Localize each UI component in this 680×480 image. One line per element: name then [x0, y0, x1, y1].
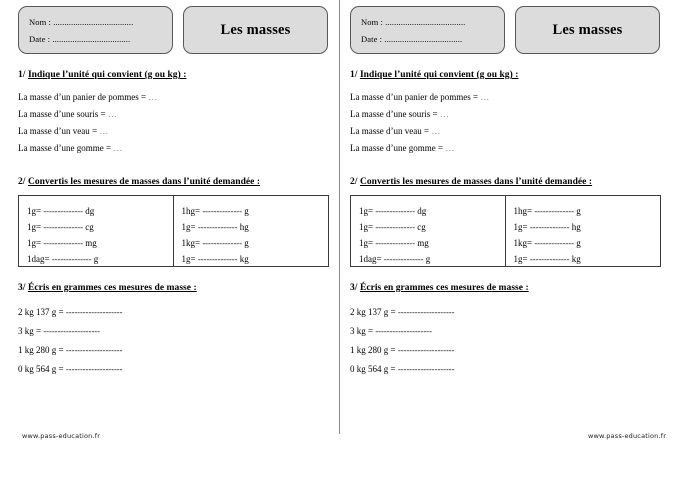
table-row: [182, 219, 329, 235]
conversion-blank[interactable]: --------------: [375, 206, 415, 216]
exercise-1-heading-left: [18, 70, 330, 80]
conversion-blank[interactable]: --------------: [197, 222, 238, 232]
question-text: La masse d’un veau =: [18, 126, 98, 136]
conversion-from: 1g=: [359, 238, 374, 248]
exercise-1-heading-right: [350, 70, 670, 80]
list-item: [18, 341, 330, 360]
table-row: [182, 251, 329, 267]
conversion-column-left: [19, 196, 174, 266]
exercise-3-number-right: 3/: [350, 283, 358, 293]
conversion-blank[interactable]: --------------: [202, 206, 242, 216]
measure-text: 2 kg 137 g =: [18, 307, 64, 317]
conversion-to: g: [93, 254, 99, 264]
conversion-to: kg: [571, 254, 581, 264]
conversion-blank[interactable]: --------------: [375, 222, 415, 232]
conversion-to: mg: [85, 238, 97, 248]
conversion-blank[interactable]: --------------: [43, 206, 83, 216]
table-row: [27, 235, 173, 251]
exercise-1-list-right: [350, 89, 670, 157]
conversion-to: mg: [417, 238, 429, 248]
footer-url-right[interactable]: www.pass-education.fr: [588, 432, 667, 440]
page-title-right: Les masses: [552, 21, 623, 38]
exercise-3-heading-right: [350, 283, 670, 293]
conversion-column-right: [174, 196, 329, 266]
header-row-left: [18, 0, 330, 54]
exercise-1-number-right: 1/: [350, 70, 358, 80]
table-row: [514, 235, 661, 251]
question-text: La masse d’une souris =: [350, 109, 438, 119]
exercise-3-number-left: 3/: [18, 283, 26, 293]
table-row: [359, 251, 505, 267]
list-item: [18, 140, 330, 157]
conversion-from: 1g=: [27, 206, 42, 216]
answer-blank[interactable]: …: [439, 109, 450, 119]
list-item: [18, 303, 330, 322]
answer-blank[interactable]: --------------------: [397, 345, 455, 355]
conversion-blank[interactable]: --------------: [383, 254, 424, 264]
conversion-from: 1dag=: [27, 254, 50, 264]
conversion-from: 1g=: [513, 254, 528, 264]
conversion-to: hg: [571, 222, 581, 232]
answer-blank[interactable]: --------------------: [375, 326, 432, 336]
footer-url-left[interactable]: www.pass-education.fr: [22, 432, 101, 440]
question-text: La masse d’un panier de pommes =: [350, 92, 479, 102]
conversion-from: 1hg=: [181, 206, 201, 216]
exercise-1-list-left: [18, 89, 330, 157]
conversion-from: 1kg=: [513, 238, 533, 248]
conversion-blank[interactable]: --------------: [529, 254, 570, 264]
exercise-3-title-left: Écris en grammes ces mesures de masse :: [27, 283, 197, 293]
exercise-1-title-left: Indique l’unité qui convient (g ou kg) :: [27, 70, 187, 80]
conversion-from: 1g=: [27, 238, 42, 248]
table-row: [359, 235, 505, 251]
exercise-1-number-left: 1/: [18, 70, 26, 80]
conversion-to: g: [244, 206, 249, 216]
worksheet-copy-right: [340, 0, 680, 480]
list-item: [18, 360, 330, 379]
conversion-blank[interactable]: --------------: [375, 238, 415, 248]
conversion-from: 1g=: [513, 222, 528, 232]
conversion-from: 1g=: [181, 254, 196, 264]
conversion-from: 1g=: [359, 222, 374, 232]
measure-text: 2 kg 137 g =: [350, 307, 396, 317]
table-row: [359, 219, 505, 235]
answer-blank[interactable]: --------------------: [65, 345, 123, 355]
table-row: [182, 203, 329, 219]
measure-text: 3 kg =: [18, 326, 42, 336]
conversion-blank[interactable]: --------------: [534, 206, 574, 216]
conversion-to: dg: [417, 206, 427, 216]
name-field-right[interactable]: Nom : ....................................: [361, 17, 466, 27]
answer-blank[interactable]: --------------------: [65, 364, 123, 374]
measure-text: 1 kg 280 g =: [18, 345, 64, 355]
answer-blank[interactable]: --------------------: [397, 364, 455, 374]
title-box-left: [183, 6, 328, 54]
conversion-table-right: [350, 195, 661, 267]
conversion-blank[interactable]: --------------: [51, 254, 92, 264]
measure-text: 3 kg =: [350, 326, 374, 336]
conversion-from: 1g=: [181, 222, 196, 232]
list-item: [350, 89, 670, 106]
conversion-blank[interactable]: --------------: [202, 238, 242, 248]
list-item: [350, 322, 670, 341]
conversion-column-left: [351, 196, 506, 266]
answer-blank[interactable]: …: [99, 126, 110, 136]
conversion-from: 1g=: [359, 206, 374, 216]
table-row: [514, 219, 661, 235]
answer-blank[interactable]: …: [431, 126, 442, 136]
table-row: [182, 235, 329, 251]
exercise-2-heading-right: [350, 177, 670, 187]
list-item: [350, 341, 670, 360]
exercise-3-title-right: Écris en grammes ces mesures de masse :: [359, 283, 529, 293]
conversion-from: 1dag=: [359, 254, 382, 264]
exercise-2-heading-left: [18, 177, 330, 187]
list-item: [18, 106, 330, 123]
conversion-blank[interactable]: --------------: [43, 222, 83, 232]
exercise-2-number-left: 2/: [18, 177, 26, 187]
exercise-2-title-right: Convertis les mesures de masses dans l’unité demandée :: [359, 177, 593, 187]
answer-blank[interactable]: …: [148, 92, 159, 102]
list-item: [350, 360, 670, 379]
exercise-3-list-left: [18, 303, 330, 379]
page-title-left: Les masses: [220, 21, 291, 38]
header-row-right: [350, 0, 670, 54]
conversion-blank[interactable]: --------------: [529, 222, 570, 232]
conversion-to: g: [425, 254, 431, 264]
answer-blank[interactable]: --------------------: [65, 307, 123, 317]
conversion-to: cg: [417, 222, 426, 232]
conversion-to: g: [576, 206, 581, 216]
exercise-3-heading-left: [18, 283, 330, 293]
answer-blank[interactable]: …: [107, 109, 118, 119]
answer-blank[interactable]: --------------------: [397, 307, 455, 317]
table-row: [27, 219, 173, 235]
table-row: [27, 251, 173, 267]
conversion-from: 1g=: [27, 222, 42, 232]
list-item: [18, 123, 330, 140]
name-field-left[interactable]: Nom : ....................................: [29, 17, 134, 27]
table-row: [514, 203, 661, 219]
conversion-to: kg: [239, 254, 249, 264]
conversion-to: cg: [85, 222, 94, 232]
exercise-3-list-right: [350, 303, 670, 379]
question-text: La masse d’un veau =: [350, 126, 430, 136]
measure-text: 1 kg 280 g =: [350, 345, 396, 355]
conversion-to: g: [576, 238, 581, 248]
question-text: La masse d’un panier de pommes =: [18, 92, 147, 102]
question-text: La masse d’une gomme =: [18, 143, 112, 153]
measure-text: 0 kg 564 g =: [350, 364, 396, 374]
exercise-1-title-right: Indique l’unité qui convient (g ou kg) :: [359, 70, 519, 80]
date-field-right[interactable]: Date : ...................................: [361, 34, 463, 44]
table-row: [359, 203, 505, 219]
question-text: La masse d’une souris =: [18, 109, 106, 119]
conversion-from: 1hg=: [513, 206, 533, 216]
conversion-to: g: [244, 238, 249, 248]
conversion-from: 1kg=: [181, 238, 201, 248]
table-row: [27, 203, 173, 219]
list-item: [350, 140, 670, 157]
list-item: [350, 303, 670, 322]
conversion-to: dg: [85, 206, 95, 216]
student-info-box-left[interactable]: [18, 6, 173, 54]
question-text: La masse d’une gomme =: [350, 143, 444, 153]
conversion-blank[interactable]: --------------: [43, 238, 83, 248]
table-row: [514, 251, 661, 267]
answer-blank[interactable]: --------------------: [43, 326, 100, 336]
list-item: [350, 106, 670, 123]
list-item: [350, 123, 670, 140]
student-info-box-right[interactable]: [350, 6, 505, 54]
conversion-table-left: [18, 195, 329, 267]
measure-text: 0 kg 564 g =: [18, 364, 64, 374]
exercise-2-title-left: Convertis les mesures de masses dans l’unité demandée :: [27, 177, 261, 187]
list-item: [18, 322, 330, 341]
conversion-to: hg: [239, 222, 249, 232]
conversion-column-right: [506, 196, 661, 266]
list-item: [18, 89, 330, 106]
exercise-2-number-right: 2/: [350, 177, 358, 187]
title-box-right: [515, 6, 660, 54]
conversion-blank[interactable]: --------------: [197, 254, 238, 264]
answer-blank[interactable]: …: [480, 92, 491, 102]
date-field-left[interactable]: Date : ...................................: [29, 34, 131, 44]
conversion-blank[interactable]: --------------: [534, 238, 574, 248]
answer-blank[interactable]: …: [445, 143, 456, 153]
answer-blank[interactable]: …: [113, 143, 124, 153]
